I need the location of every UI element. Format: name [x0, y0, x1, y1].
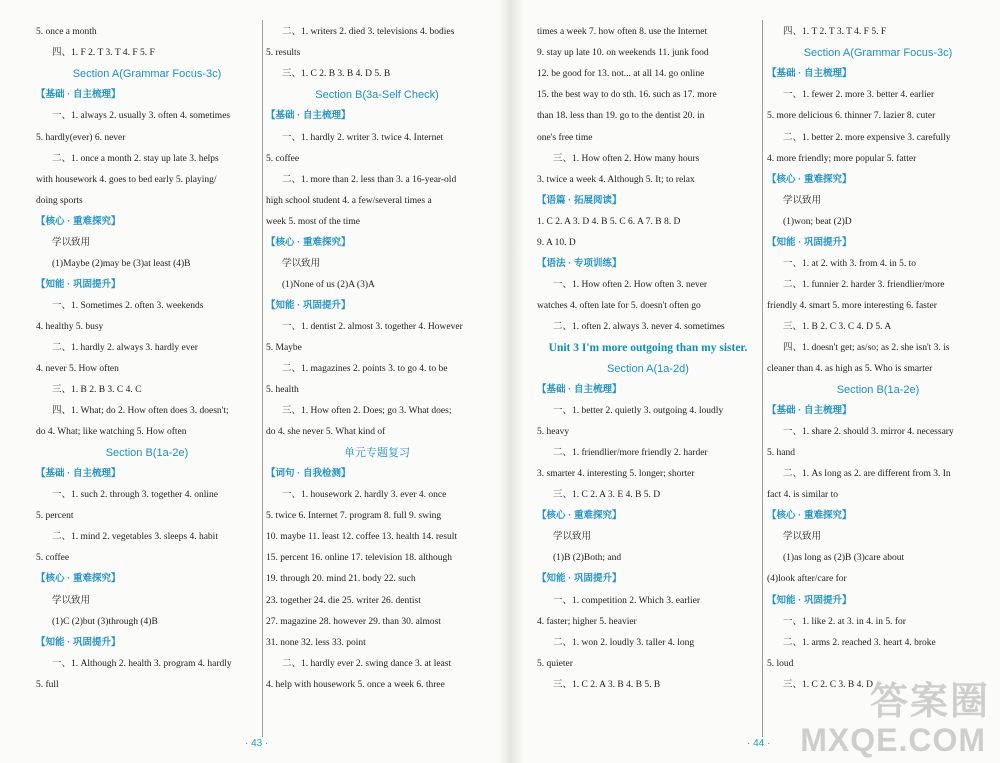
answer-line: 4. healthy 5. busy	[36, 321, 104, 332]
answer-line: 4. faster; higher 5. heavier	[537, 616, 637, 627]
answer-line: 二、1. more than 2. less than 3. a 16-year-old	[282, 174, 457, 185]
section-header: 【核心 · 重难探究】	[767, 173, 852, 185]
answer-line: 四、1. T 2. T 3. T 4. F 5. F	[783, 27, 887, 38]
answer-line: 二、1. funnier 2. harder 3. friendlier/more	[783, 279, 945, 290]
column-2	[266, 22, 488, 737]
section-header: 【基础 · 自主梳理】	[767, 68, 852, 80]
answer-line: 5. percent	[36, 511, 74, 522]
section-header: 【核心 · 重难探究】	[266, 236, 351, 248]
answer-line: 5. quieter	[537, 658, 573, 669]
section-header: 【知能 · 巩固提升】	[767, 236, 852, 248]
answer-line: 二、1. writers 2. died 3. televisions 4. bodies	[282, 27, 455, 38]
section-title: 单元专题复习	[344, 447, 410, 460]
answer-line: 学以致用	[553, 532, 592, 543]
answer-line: cleaner than 4. as high as 5. Who is smarter	[767, 364, 933, 375]
answer-line: 5. results	[266, 48, 301, 59]
answer-line: 5. twice 6. Internet 7. program 8. full 9. swing	[266, 511, 442, 522]
answer-line: 一、1. competition 2. Which 3. earlier	[553, 595, 701, 606]
answer-line: 学以致用	[783, 532, 822, 543]
answer-line: 10. maybe 11. least 12. coffee 13. health 14. result	[266, 532, 458, 543]
answer-line: 二、1. As long as 2. are different from 3. In	[783, 469, 951, 480]
column-1	[36, 22, 258, 737]
answer-line: 三、1. C 2. A 3. E 4. B 5. D	[553, 490, 661, 501]
answer-line: 一、1. housework 2. hardly 3. ever 4. once	[282, 490, 447, 501]
answer-line: 一、1. such 2. through 3. together 4. online	[52, 490, 218, 501]
answer-line: (4)look after/care for	[767, 574, 847, 585]
page-number-right: · 44 ·	[747, 738, 771, 749]
answer-line: 一、1. How often 2. How often 3. never	[553, 279, 708, 290]
answer-line: 9. stay up late 10. on weekends 11. junk food	[537, 48, 709, 59]
answer-line: 5. hardly(ever) 6. never	[36, 132, 126, 143]
answer-line: 一、1. hardly 2. writer 3. twice 4. Internet	[282, 132, 444, 143]
column-3	[537, 22, 759, 737]
answer-line: (1)Maybe (2)may be (3)at least (4)B	[52, 258, 191, 269]
answer-line: 三、1. How often 2. How many hours	[553, 153, 700, 164]
answer-line: 5. coffee	[266, 153, 300, 164]
section-header: 【知能 · 巩固提升】	[36, 636, 121, 648]
answer-line: do 4. What; like watching 5. How often	[36, 427, 187, 438]
answer-line: 三、1. C 2. A 3. B 4. B 5. B	[553, 679, 661, 690]
answer-line: watches 4. often late for 5. doesn't often go	[537, 300, 701, 311]
answer-line: 二、1. won 2. loudly 3. taller 4. long	[553, 637, 695, 648]
column-4	[767, 22, 989, 737]
answer-line: 学以致用	[52, 237, 91, 248]
answer-line: 三、1. How often 2. Does; go 3. What does;	[282, 406, 452, 417]
answer-line: 5. Maybe	[266, 342, 302, 353]
answer-line: 5. hand	[767, 448, 795, 459]
answer-line: one's free time	[537, 132, 593, 143]
answer-line: 23. together 24. die 25. writer 26. dentist	[266, 595, 421, 606]
answer-line: 19. through 20. mind 21. body 22. such	[266, 574, 416, 585]
section-header: 【核心 · 重难探究】	[36, 215, 121, 227]
section-header: 【知能 · 巩固提升】	[767, 594, 852, 606]
section-header: 【知能 · 巩固提升】	[537, 573, 622, 585]
answer-line: 二、1. friendlier/more friendly 2. harder	[553, 448, 708, 459]
answer-line: 学以致用	[52, 595, 91, 606]
answer-line: 4. help with housework 5. once a week 6. three	[266, 679, 445, 690]
answer-line: 二、1. hardly ever 2. swing dance 3. at least	[282, 658, 452, 669]
page-number-left: · 43 ·	[245, 738, 269, 749]
answer-line: doing sports	[36, 195, 83, 206]
answer-line: 一、1. like 2. at 3. in 4. in 5. for	[783, 616, 906, 627]
answer-line: 三、1. C 2. B 3. B 4. D 5. B	[282, 69, 391, 80]
column-divider	[262, 20, 263, 737]
section-title: Section B(3a-Self Check)	[315, 89, 439, 102]
section-header: 【基础 · 自主梳理】	[537, 384, 622, 396]
answer-line: 15. percent 16. online 17. television 18. although	[266, 553, 453, 564]
section-title: Section B(1a-2e)	[836, 384, 920, 397]
answer-line: 一、1. at 2. with 3. from 4. in 5. to	[783, 258, 916, 269]
answer-line: 二、1. better 2. more expensive 3. carefully	[783, 132, 951, 143]
answer-line: 5. full	[36, 679, 59, 690]
answer-line: 31. none 32. less 33. point	[266, 637, 366, 648]
answer-line: 二、1. often 2. always 3. never 4. sometimes	[553, 321, 725, 332]
section-header: 【知能 · 巩固提升】	[266, 299, 351, 311]
column-divider	[762, 20, 763, 737]
section-header: 【知能 · 巩固提升】	[36, 278, 121, 290]
answer-line: 二、1. magazines 2. points 3. to go 4. to be	[282, 364, 448, 375]
page-gutter	[498, 0, 524, 763]
answer-line: (1)won; beat (2)D	[783, 216, 852, 227]
answer-line: than 18. less than 19. go to the dentist 20. in	[537, 111, 705, 122]
answer-line: 三、1. B 2. B 3. C 4. C	[52, 385, 142, 396]
section-title: Unit 3 I'm more outgoing than my sister.	[548, 341, 748, 354]
answer-line: do 4. she never 5. What kind of	[266, 427, 386, 438]
section-header: 【基础 · 自主梳理】	[36, 468, 121, 480]
answer-line: friendly 4. smart 5. more interesting 6. faster	[767, 300, 937, 311]
answer-line: 一、1. Sometimes 2. often 3. weekends	[52, 300, 204, 311]
answer-line: 二、1. mind 2. vegetables 3. sleeps 4. habit	[52, 532, 218, 543]
answer-line: 5. more delicious 6. thinner 7. lazier 8. cuter	[767, 111, 936, 122]
answer-line: 5. coffee	[36, 553, 70, 564]
watermark-logo	[744, 659, 994, 759]
answer-line: 12. be good for 13. not... at all 14. go online	[537, 69, 705, 80]
section-title: Section A(1a-2d)	[607, 363, 689, 376]
answer-line: 一、1. always 2. usually 3. often 4. sometimes	[52, 111, 231, 122]
answer-line: 一、1. fewer 2. more 3. better 4. earlier	[783, 90, 935, 101]
section-header: 【语法 · 专项训练】	[537, 257, 622, 269]
answer-line: (1)B (2)Both; and	[553, 553, 622, 564]
section-header: 【词句 · 自我检测】	[266, 468, 351, 480]
answer-line: 二、1. hardly 2. always 3. hardly ever	[52, 342, 198, 353]
answer-line: 5. heavy	[537, 427, 570, 438]
answer-line: fact 4. is similar to	[767, 490, 838, 501]
section-header: 【基础 · 自主梳理】	[36, 89, 121, 101]
watermark-sub: MXQE.COM	[800, 722, 986, 758]
watermark-main: 答案圈	[869, 681, 990, 723]
answer-line: 27. magazine 28. however 29. than 30. almost	[266, 616, 441, 627]
answer-line: 四、1. What; do 2. How often does 3. doesn't;	[52, 406, 229, 417]
answer-line: 一、1. better 2. quietly 3. outgoing 4. loudly	[553, 406, 724, 417]
answer-line: 二、1. arms 2. reached 3. heart 4. broke	[783, 637, 936, 648]
answer-line: 三、1. B 2. C 3. C 4. D 5. A	[783, 321, 892, 332]
answer-line: 三、1. C 2. C 3. B 4. D	[783, 679, 873, 690]
answer-line: 3. twice a week 4. Although 5. It; to relax	[537, 174, 695, 185]
answer-line: high school student 4. a few/several times a	[266, 195, 432, 206]
section-header: 【核心 · 重难探究】	[537, 510, 622, 522]
answer-line: 5. health	[266, 385, 299, 396]
section-title: Section A(Grammar Focus-3c)	[72, 68, 222, 81]
answer-line: 一、1. dentist 2. almost 3. together 4. However	[282, 321, 463, 332]
answer-line: 四、1. doesn't get; as/so; as 2. she isn't 3. is	[783, 342, 950, 353]
section-header: 【核心 · 重难探究】	[767, 510, 852, 522]
section-header: 【核心 · 重难探究】	[36, 573, 121, 585]
section-title: Section A(Grammar Focus-3c)	[803, 47, 953, 60]
answer-line: 5. once a month	[36, 27, 97, 38]
answer-line: 3. smarter 4. interesting 5. longer; shorter	[537, 469, 695, 480]
section-header: 【基础 · 自主梳理】	[266, 110, 351, 122]
answer-line: 9. A 10. D	[537, 237, 576, 248]
answer-line: 学以致用	[783, 195, 822, 206]
answer-line: times a week 7. how often 8. use the Internet	[537, 27, 708, 38]
section-title: Section B(1a-2e)	[105, 447, 189, 460]
answer-line: (1)as long as (2)B (3)care about	[783, 553, 905, 564]
answer-line: 15. the best way to do sth. 16. such as 17. more	[537, 90, 717, 101]
answer-line: 学以致用	[282, 258, 321, 269]
answer-line: 二、1. once a month 2. stay up late 3. helps	[52, 153, 219, 164]
answer-line: 四、1. F 2. T 3. T 4. F 5. F	[52, 48, 155, 59]
answer-line: (1)C (2)but (3)through (4)B	[52, 616, 158, 627]
section-header: 【语篇 · 拓展阅读】	[537, 194, 622, 206]
answer-line: 一、1. Although 2. health 3. program 4. hardly	[52, 658, 232, 669]
answer-line: 5. loud	[767, 658, 794, 669]
answer-line: 4. never 5. How often	[36, 364, 119, 375]
answer-line: 1. C 2. A 3. D 4. B 5. C 6. A 7. B 8. D	[537, 216, 681, 227]
answer-line: 4. more friendly; more popular 5. fatter	[767, 153, 917, 164]
answer-line: with housework 4. goes to bed early 5. playing/	[36, 174, 217, 185]
answer-line: week 5. most of the time	[266, 216, 360, 227]
answer-line: (1)None of us (2)A (3)A	[282, 279, 375, 290]
section-header: 【基础 · 自主梳理】	[767, 405, 852, 417]
answer-line: 一、1. share 2. should 3. mirror 4. necessary	[783, 427, 954, 438]
